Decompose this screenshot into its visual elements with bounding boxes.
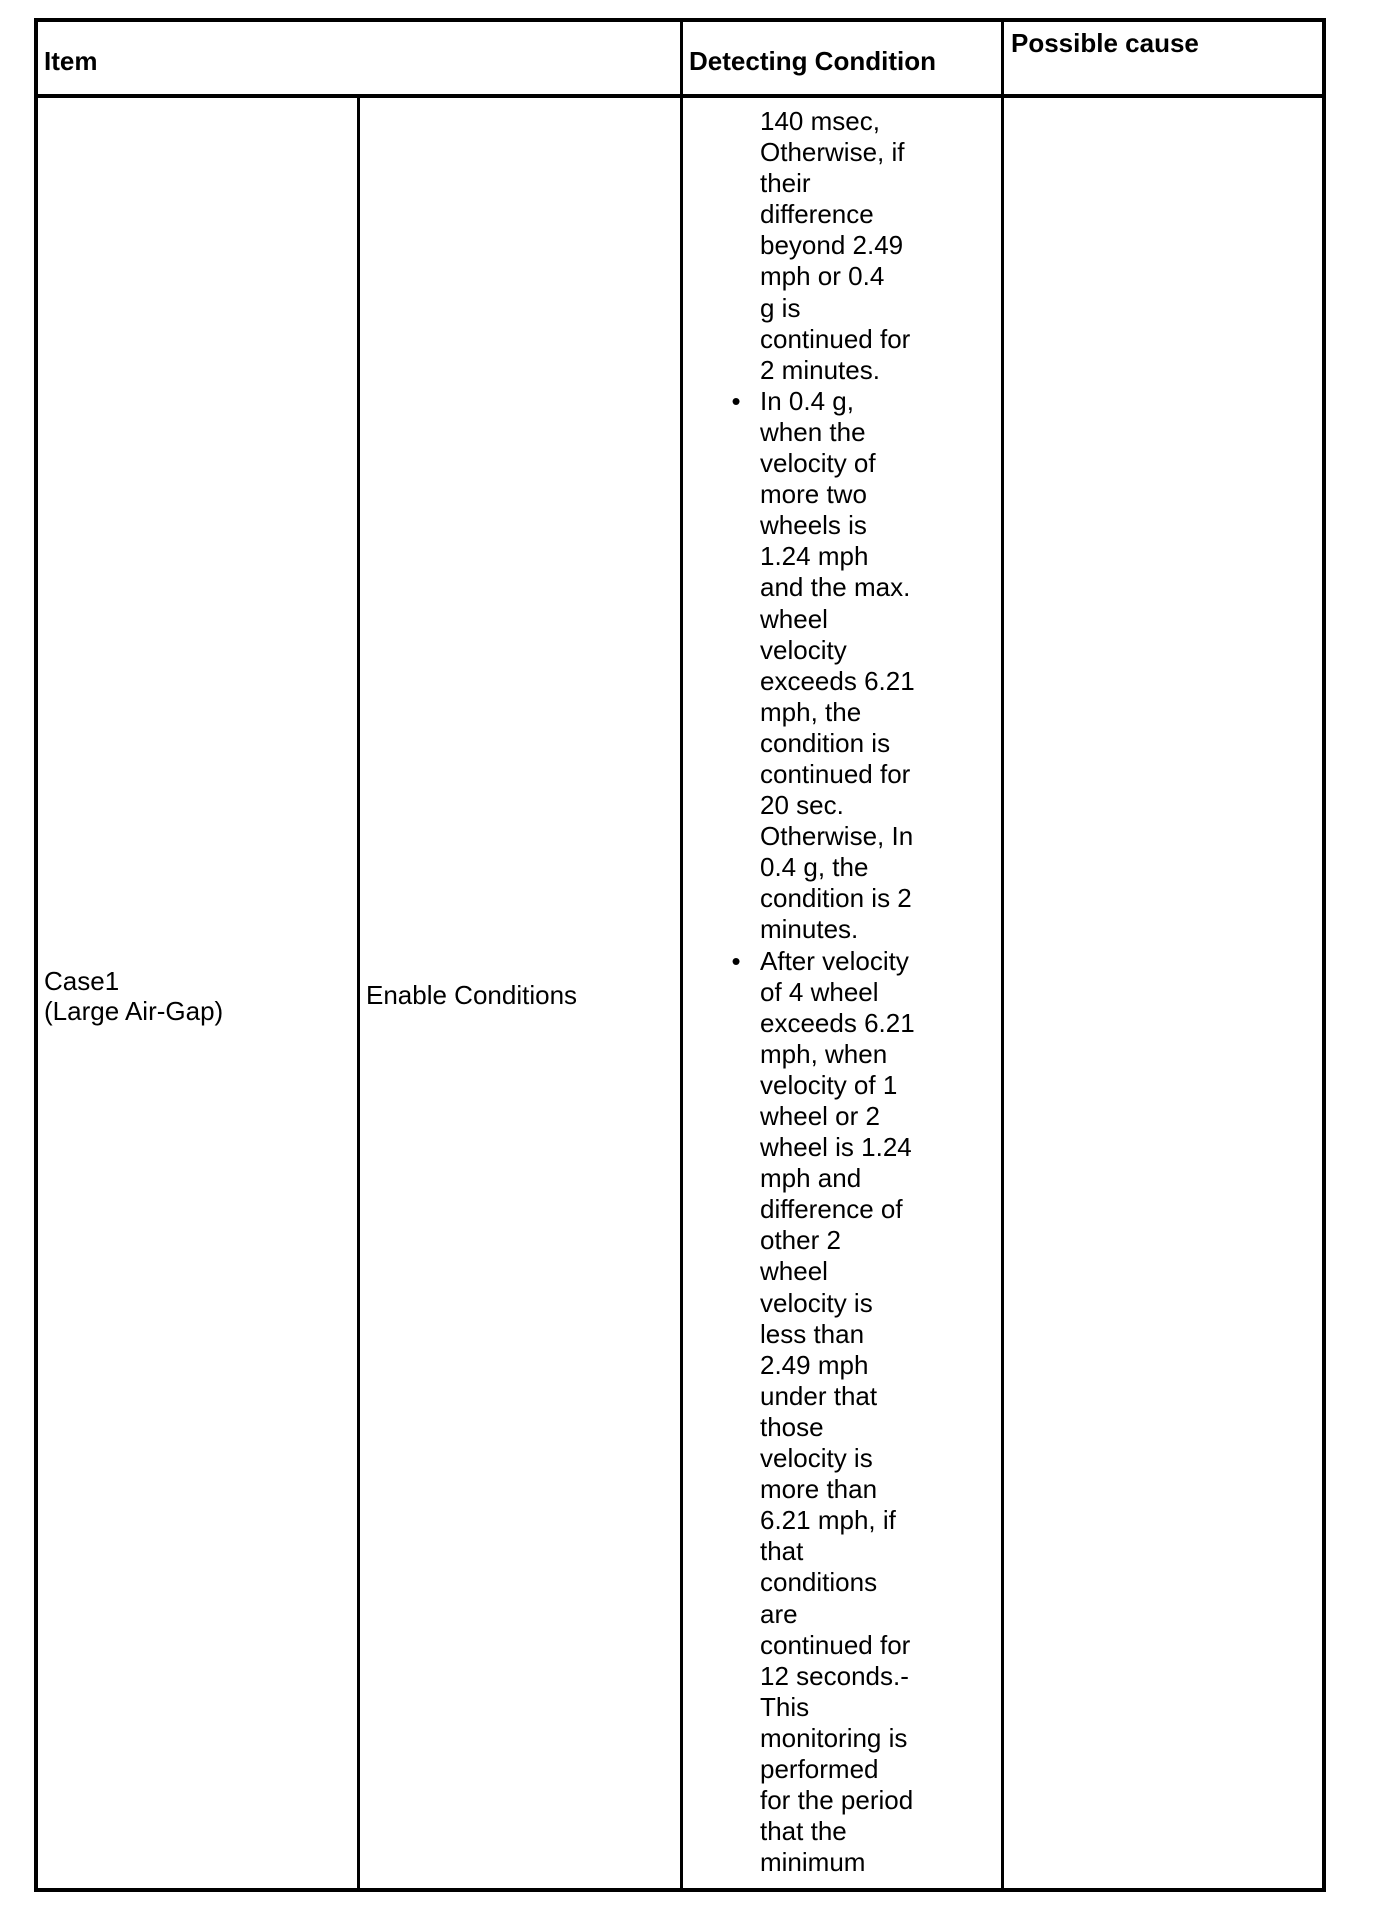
header-possible-cause: Possible cause xyxy=(1011,28,1199,58)
detecting-intro-text: 140 msec, Otherwise, if their difference beyond 2.49 mph or 0.4 g is continued for 2 minutes. xyxy=(760,106,911,385)
case-description: (Large Air-Gap) xyxy=(44,996,224,1026)
bullet-dot-icon: • xyxy=(731,945,741,976)
case-name: Case1 xyxy=(44,966,120,996)
detecting-condition-cell xyxy=(731,106,950,1878)
detecting-bullet-2 xyxy=(731,945,950,1879)
bullet-text-1: In 0.4 g, when the velocity of more two wheels is 1.24 mph and the max. wheel velocity exceeds 6.21 mph, the condition is continued for 20 sec. Otherwise, In 0.4 g, the condition is 2 minutes. xyxy=(760,385,915,945)
bullet-text-2: After velocity of 4 wheel exceeds 6.21 mph, when velocity of 1 wheel or 2 wheel is 1.24 mph and difference of other 2 wheel velocity is less than 2.49 mph under that those velocity is more than 6.21 mph, if that conditions are continued for 12 seconds.- This monitoring is performed for the period that the minimum xyxy=(760,945,915,1878)
column-divider-detecting xyxy=(680,22,683,1888)
sub-item-enable-conditions: Enable Conditions xyxy=(366,980,578,1010)
column-divider-item-sub xyxy=(357,95,360,1888)
column-divider-cause xyxy=(1001,22,1004,1888)
header-detecting-condition: Detecting Condition xyxy=(689,46,936,76)
detecting-bullet-1 xyxy=(731,385,950,946)
header-item: Item xyxy=(44,46,98,76)
diagnostic-table xyxy=(34,18,1326,1892)
item-case-cell xyxy=(44,966,223,1026)
bullet-dot-icon: • xyxy=(731,385,741,416)
